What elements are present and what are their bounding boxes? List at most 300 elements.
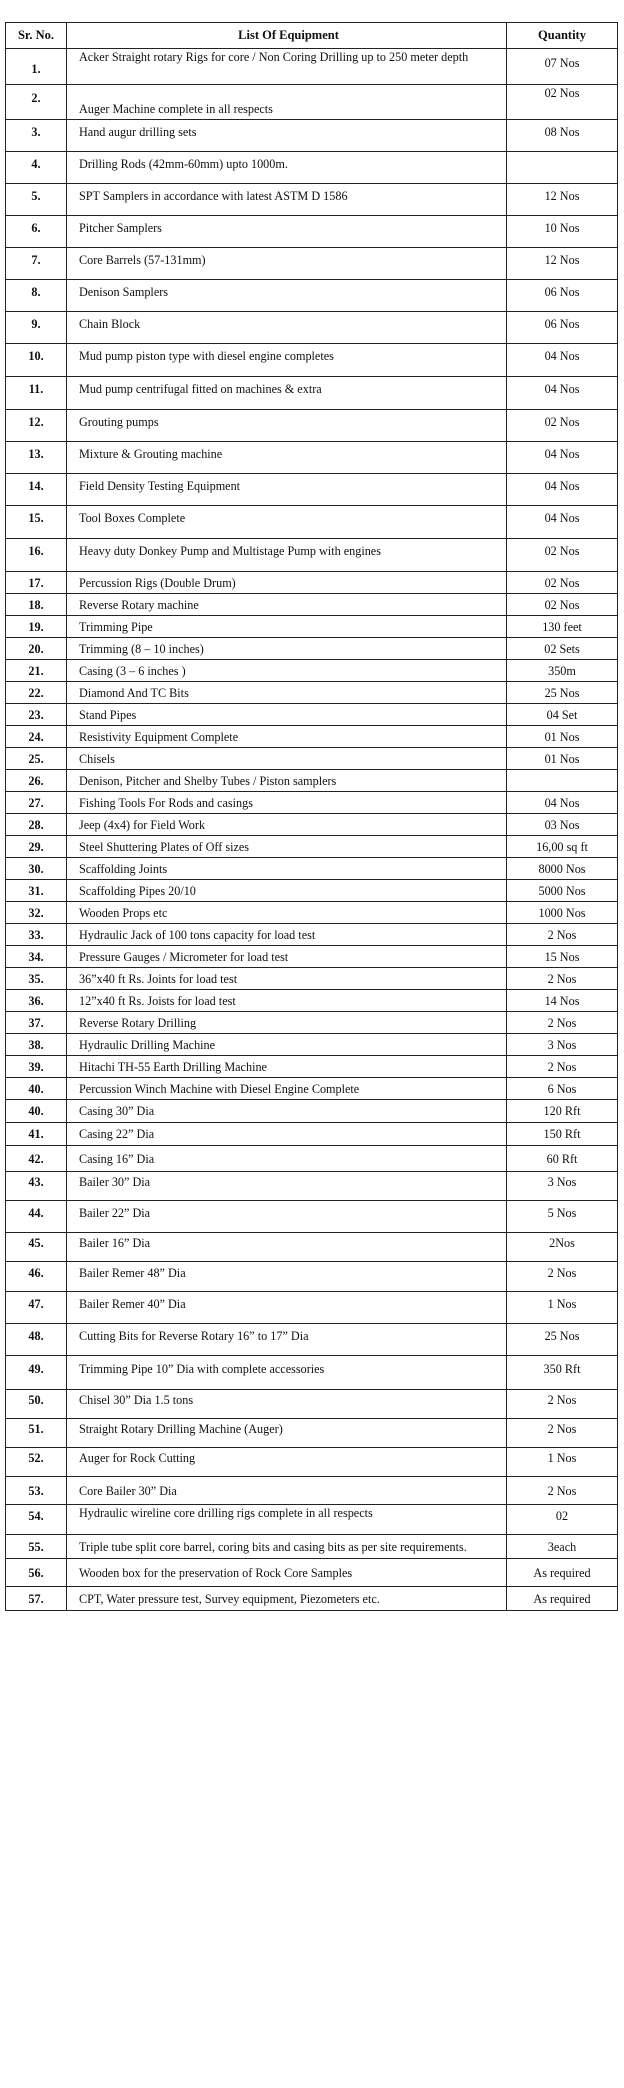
row-quantity-text: 2Nos <box>549 1236 575 1250</box>
table-row <box>5 1122 618 1145</box>
row-equipment <box>66 1389 506 1418</box>
table-row <box>5 571 618 593</box>
row-equipment <box>66 1586 506 1610</box>
row-equipment-text: Diamond And TC Bits <box>79 686 189 700</box>
row-quantity <box>506 1232 618 1261</box>
row-equipment <box>66 989 506 1011</box>
row-sr-no <box>5 1232 66 1261</box>
row-sr-no-text: 44. <box>28 1206 44 1220</box>
row-equipment <box>66 1055 506 1077</box>
row-sr-no-text: 4. <box>31 157 41 171</box>
row-sr-no <box>5 989 66 1011</box>
row-sr-no-text: 28. <box>28 818 44 832</box>
row-quantity-text: 2 Nos <box>547 928 577 942</box>
row-sr-no-text: 3. <box>31 125 41 139</box>
row-equipment <box>66 923 506 945</box>
header-equipment <box>66 22 506 48</box>
row-sr-no <box>5 879 66 901</box>
row-sr-no <box>5 1145 66 1171</box>
row-sr-no <box>5 857 66 879</box>
row-equipment <box>66 659 506 681</box>
row-sr-no-text: 15. <box>28 511 44 525</box>
row-quantity <box>506 1171 618 1200</box>
row-equipment <box>66 1232 506 1261</box>
table-row <box>5 703 618 725</box>
table-row <box>5 1586 618 1610</box>
row-equipment <box>66 901 506 923</box>
table-row <box>5 659 618 681</box>
row-sr-no-text: 31. <box>28 884 44 898</box>
table-row <box>5 279 618 311</box>
row-quantity-text: 07 Nos <box>544 56 580 70</box>
row-sr-no-text: 39. <box>28 1060 44 1074</box>
row-equipment <box>66 1171 506 1200</box>
row-sr-no <box>5 1055 66 1077</box>
table-row <box>5 48 618 84</box>
table-row <box>5 1323 618 1355</box>
row-quantity-text: 8000 Nos <box>538 862 586 876</box>
row-equipment <box>66 1011 506 1033</box>
row-sr-no <box>5 1099 66 1122</box>
row-sr-no-text: 42. <box>28 1152 44 1166</box>
row-quantity <box>506 945 618 967</box>
row-equipment <box>66 1418 506 1447</box>
row-quantity <box>506 1323 618 1355</box>
row-equipment-text: Scaffolding Pipes 20/10 <box>79 884 196 898</box>
row-equipment-text: Mixture & Grouting machine <box>79 447 223 461</box>
row-sr-no <box>5 637 66 659</box>
row-sr-no-text: 40. <box>28 1104 44 1118</box>
row-quantity <box>506 1291 618 1323</box>
table-row <box>5 901 618 923</box>
table-row <box>5 376 618 409</box>
row-quantity <box>506 247 618 279</box>
row-quantity <box>506 1145 618 1171</box>
table-row <box>5 84 618 119</box>
row-sr-no-text: 7. <box>31 253 41 267</box>
row-equipment-text: Resistivity Equipment Complete <box>79 730 239 744</box>
row-equipment <box>66 725 506 747</box>
row-equipment <box>66 1261 506 1291</box>
row-sr-no-text: 9. <box>31 317 41 331</box>
row-equipment-text: Straight Rotary Drilling Machine (Auger) <box>79 1422 283 1436</box>
row-equipment <box>66 409 506 441</box>
table-row <box>5 1099 618 1122</box>
row-equipment <box>66 681 506 703</box>
table-row <box>5 769 618 791</box>
table-row <box>5 637 618 659</box>
row-sr-no <box>5 119 66 151</box>
row-quantity <box>506 813 618 835</box>
table-row <box>5 505 618 538</box>
row-sr-no-text: 38. <box>28 1038 44 1052</box>
row-sr-no <box>5 1200 66 1232</box>
row-equipment <box>66 183 506 215</box>
row-sr-no-text: 20. <box>28 642 44 656</box>
row-sr-no <box>5 151 66 183</box>
row-equipment-text: Triple tube split core barrel, coring bits and casing bits as per site requirements. <box>79 1540 467 1554</box>
table-row <box>5 857 618 879</box>
row-quantity <box>506 747 618 769</box>
row-quantity-text: 02 Sets <box>544 642 580 656</box>
row-quantity <box>506 923 618 945</box>
row-quantity-text: 2 Nos <box>547 1393 577 1407</box>
row-equipment-text: Auger for Rock Cutting <box>79 1451 196 1465</box>
row-sr-no-text: 43. <box>28 1175 44 1189</box>
row-sr-no <box>5 791 66 813</box>
row-quantity <box>506 1389 618 1418</box>
row-equipment <box>66 835 506 857</box>
row-equipment-text: Bailer 22” Dia <box>79 1206 151 1220</box>
row-equipment-text: Wooden Props etc <box>79 906 168 920</box>
row-sr-no-text: 12. <box>28 415 44 429</box>
row-quantity <box>506 1011 618 1033</box>
row-quantity <box>506 1558 618 1586</box>
row-quantity <box>506 1261 618 1291</box>
row-quantity-text: 2 Nos <box>547 1266 577 1280</box>
row-equipment <box>66 247 506 279</box>
row-equipment-text: Steel Shuttering Plates of Off sizes <box>79 840 250 854</box>
row-equipment-text: Reverse Rotary Drilling <box>79 1016 197 1030</box>
row-quantity-text: 06 Nos <box>544 317 580 331</box>
row-quantity <box>506 505 618 538</box>
row-sr-no <box>5 571 66 593</box>
row-equipment <box>66 441 506 473</box>
row-quantity <box>506 1077 618 1099</box>
row-equipment-text: Drilling Rods (42mm-60mm) upto 1000m. <box>79 157 288 171</box>
row-sr-no-text: 5. <box>31 189 41 203</box>
row-sr-no-text: 2. <box>31 91 41 105</box>
row-equipment <box>66 571 506 593</box>
row-equipment-text: Hand augur drilling sets <box>79 125 197 139</box>
row-sr-no-text: 54. <box>28 1509 44 1523</box>
row-equipment-text: Hitachi TH-55 Earth Drilling Machine <box>79 1060 267 1074</box>
row-sr-no <box>5 48 66 84</box>
row-quantity <box>506 1200 618 1232</box>
row-sr-no <box>5 538 66 571</box>
row-equipment <box>66 637 506 659</box>
row-quantity <box>506 48 618 84</box>
table-row <box>5 409 618 441</box>
row-quantity <box>506 538 618 571</box>
row-quantity <box>506 1033 618 1055</box>
row-quantity-text: 14 Nos <box>544 994 580 1008</box>
row-equipment <box>66 279 506 311</box>
row-quantity <box>506 989 618 1011</box>
row-equipment <box>66 1099 506 1122</box>
row-sr-no <box>5 725 66 747</box>
row-quantity-text: 02 Nos <box>544 86 580 100</box>
row-equipment-text: Bailer Remer 40” Dia <box>79 1297 186 1311</box>
row-sr-no <box>5 279 66 311</box>
row-quantity-text: 2 Nos <box>547 1016 577 1030</box>
row-quantity-text: 2 Nos <box>547 1422 577 1436</box>
row-sr-no-text: 25. <box>28 752 44 766</box>
row-equipment-text: Heavy duty Donkey Pump and Multistage Pump with engines <box>79 544 381 558</box>
row-equipment <box>66 1145 506 1171</box>
row-equipment <box>66 1122 506 1145</box>
row-sr-no-text: 56. <box>28 1566 44 1580</box>
row-equipment <box>66 615 506 637</box>
row-quantity-text: As required <box>533 1592 591 1606</box>
row-quantity <box>506 409 618 441</box>
row-equipment <box>66 343 506 376</box>
row-quantity <box>506 1504 618 1534</box>
table-row <box>5 747 618 769</box>
row-equipment-text: Chisels <box>79 752 115 766</box>
row-sr-no-text: 16. <box>28 544 44 558</box>
row-quantity <box>506 1055 618 1077</box>
row-quantity-text: 150 Rft <box>543 1127 581 1141</box>
row-sr-no <box>5 1323 66 1355</box>
table-row <box>5 183 618 215</box>
row-equipment-text: 12”x40 ft Rs. Joists for load test <box>79 994 236 1008</box>
row-quantity-text: 350 Rft <box>543 1362 581 1376</box>
row-equipment-text: Casing 30” Dia <box>79 1104 155 1118</box>
row-sr-no-text: 45. <box>28 1236 44 1250</box>
row-equipment-text: Hydraulic Jack of 100 tons capacity for load test <box>79 928 316 942</box>
row-quantity <box>506 1099 618 1122</box>
row-quantity <box>506 637 618 659</box>
row-equipment-text: Scaffolding Joints <box>79 862 168 876</box>
row-quantity-text: 1 Nos <box>547 1451 577 1465</box>
row-quantity <box>506 1447 618 1476</box>
row-quantity-text: 3each <box>547 1540 577 1554</box>
row-sr-no <box>5 1558 66 1586</box>
row-sr-no-text: 36. <box>28 994 44 1008</box>
row-equipment-text: Chain Block <box>79 317 141 331</box>
row-sr-no <box>5 1077 66 1099</box>
row-equipment <box>66 151 506 183</box>
row-sr-no-text: 14. <box>28 479 44 493</box>
row-quantity-text: 12 Nos <box>544 189 580 203</box>
row-quantity-text: 2 Nos <box>547 1060 577 1074</box>
row-sr-no-text: 19. <box>28 620 44 634</box>
row-quantity <box>506 151 618 183</box>
table-row <box>5 1504 618 1534</box>
row-sr-no <box>5 1476 66 1504</box>
row-equipment-text: Tool Boxes Complete <box>79 511 186 525</box>
row-quantity-text: 3 Nos <box>547 1175 577 1189</box>
row-quantity-text: 04 Nos <box>544 511 580 525</box>
row-equipment <box>66 1447 506 1476</box>
row-quantity <box>506 1418 618 1447</box>
row-equipment-text: Percussion Winch Machine with Diesel Engine Complete <box>79 1082 360 1096</box>
row-quantity-text: 25 Nos <box>544 686 580 700</box>
row-sr-no <box>5 945 66 967</box>
row-quantity <box>506 183 618 215</box>
row-quantity <box>506 343 618 376</box>
row-quantity <box>506 279 618 311</box>
row-quantity-text: 1 Nos <box>547 1297 577 1311</box>
row-sr-no-text: 11. <box>28 382 44 396</box>
row-sr-no-text: 8. <box>31 285 41 299</box>
row-quantity-text: 04 Nos <box>544 349 580 363</box>
row-quantity-text: 15 Nos <box>544 950 580 964</box>
row-equipment <box>66 1033 506 1055</box>
row-equipment-text: Jeep (4x4) for Field Work <box>79 818 206 832</box>
table-row <box>5 1033 618 1055</box>
header-sr-no-text: Sr. No. <box>17 28 54 42</box>
table-row <box>5 681 618 703</box>
table-row <box>5 879 618 901</box>
table-row <box>5 1171 618 1200</box>
row-sr-no <box>5 1389 66 1418</box>
row-sr-no-text: 32. <box>28 906 44 920</box>
row-quantity-text: 5000 Nos <box>538 884 586 898</box>
row-quantity <box>506 769 618 791</box>
row-equipment <box>66 48 506 84</box>
row-sr-no-text: 17. <box>28 576 44 590</box>
row-sr-no-text: 35. <box>28 972 44 986</box>
row-quantity-text: 350m <box>548 664 576 678</box>
table-row <box>5 119 618 151</box>
row-equipment-text: Hydraulic wireline core drilling rigs complete in all respects <box>79 1506 373 1520</box>
row-quantity <box>506 473 618 505</box>
row-equipment <box>66 747 506 769</box>
row-sr-no-text: 6. <box>31 221 41 235</box>
row-quantity-text: 02 Nos <box>544 544 580 558</box>
table-bottom-border <box>5 1610 618 1611</box>
row-equipment <box>66 473 506 505</box>
row-sr-no <box>5 1504 66 1534</box>
row-quantity <box>506 901 618 923</box>
row-sr-no-text: 47. <box>28 1297 44 1311</box>
table-row <box>5 967 618 989</box>
row-quantity <box>506 593 618 615</box>
row-sr-no <box>5 376 66 409</box>
row-equipment-text: Trimming (8 – 10 inches) <box>79 642 204 656</box>
table-row <box>5 1232 618 1261</box>
row-quantity <box>506 681 618 703</box>
table-row <box>5 1476 618 1504</box>
row-equipment-text: Hydraulic Drilling Machine <box>79 1038 216 1052</box>
row-equipment <box>66 376 506 409</box>
row-equipment-text: Denison, Pitcher and Shelby Tubes / Piston samplers <box>79 774 337 788</box>
row-sr-no <box>5 215 66 247</box>
row-sr-no-text: 53. <box>28 1484 44 1498</box>
row-quantity-text: 12 Nos <box>544 253 580 267</box>
row-sr-no <box>5 409 66 441</box>
row-quantity-text: 02 Nos <box>544 576 580 590</box>
row-equipment <box>66 769 506 791</box>
table-row <box>5 1558 618 1586</box>
row-sr-no <box>5 1586 66 1610</box>
table-row <box>5 343 618 376</box>
row-equipment-text: Percussion Rigs (Double Drum) <box>79 576 236 590</box>
row-equipment-text: Bailer 30” Dia <box>79 1175 151 1189</box>
table-row <box>5 1261 618 1291</box>
row-sr-no <box>5 1291 66 1323</box>
row-equipment-text: Fishing Tools For Rods and casings <box>79 796 253 810</box>
row-equipment-text: Core Barrels (57-131mm) <box>79 253 206 267</box>
row-equipment <box>66 1291 506 1323</box>
table-row <box>5 151 618 183</box>
row-equipment-text: Auger Machine complete in all respects <box>79 102 273 116</box>
table-row <box>5 1534 618 1558</box>
table-row <box>5 615 618 637</box>
row-sr-no-text: 49. <box>28 1362 44 1376</box>
row-sr-no <box>5 84 66 119</box>
table-row <box>5 215 618 247</box>
row-sr-no <box>5 703 66 725</box>
row-sr-no-text: 51. <box>28 1422 44 1436</box>
row-sr-no-text: 13. <box>28 447 44 461</box>
row-equipment <box>66 538 506 571</box>
table-row <box>5 1447 618 1476</box>
row-equipment <box>66 1200 506 1232</box>
table-row <box>5 989 618 1011</box>
row-equipment-text: Casing 22” Dia <box>79 1127 155 1141</box>
row-sr-no <box>5 1534 66 1558</box>
header-equipment-text: List Of Equipment <box>238 28 339 42</box>
row-quantity-text: 03 Nos <box>544 818 580 832</box>
row-equipment <box>66 945 506 967</box>
row-quantity <box>506 119 618 151</box>
row-sr-no-text: 34. <box>28 950 44 964</box>
row-equipment-text: Casing (3 – 6 inches ) <box>79 664 186 678</box>
row-sr-no-text: 57. <box>28 1592 44 1606</box>
row-quantity <box>506 615 618 637</box>
row-sr-no-text: 18. <box>28 598 44 612</box>
row-sr-no-text: 27. <box>28 796 44 810</box>
row-equipment-text: Bailer Remer 48” Dia <box>79 1266 186 1280</box>
row-sr-no-text: 1. <box>31 62 41 76</box>
row-sr-no-text: 41. <box>28 1127 44 1141</box>
row-quantity <box>506 441 618 473</box>
row-equipment <box>66 1355 506 1389</box>
row-sr-no <box>5 967 66 989</box>
row-equipment-text: Mud pump centrifugal fitted on machines & extra <box>79 382 322 396</box>
row-quantity-text: 60 Rft <box>546 1152 578 1166</box>
row-quantity-text: 130 feet <box>542 620 582 634</box>
row-equipment-text: Reverse Rotary machine <box>79 598 199 612</box>
row-equipment-text: Grouting pumps <box>79 415 159 429</box>
row-quantity <box>506 1586 618 1610</box>
row-sr-no <box>5 343 66 376</box>
row-sr-no <box>5 769 66 791</box>
row-quantity <box>506 879 618 901</box>
row-equipment-text: Chisel 30” Dia 1.5 tons <box>79 1393 194 1407</box>
row-equipment-text: Wooden box for the preservation of Rock Core Samples <box>79 1566 353 1580</box>
table-row <box>5 247 618 279</box>
row-quantity <box>506 857 618 879</box>
row-sr-no-text: 30. <box>28 862 44 876</box>
row-quantity-text: 04 Nos <box>544 796 580 810</box>
table-row <box>5 1077 618 1099</box>
row-sr-no-text: 40. <box>28 1082 44 1096</box>
row-quantity-text: 02 Nos <box>544 598 580 612</box>
table-row <box>5 835 618 857</box>
row-equipment-text: Core Bailer 30” Dia <box>79 1484 177 1498</box>
row-equipment-text: Trimming Pipe <box>79 620 153 634</box>
row-quantity-text: 04 Nos <box>544 479 580 493</box>
row-sr-no <box>5 923 66 945</box>
row-equipment-text: Mud pump piston type with diesel engine completes <box>79 349 334 363</box>
row-equipment <box>66 119 506 151</box>
row-sr-no-text: 50. <box>28 1393 44 1407</box>
row-quantity-text: 120 Rft <box>543 1104 581 1118</box>
row-equipment-text: Pitcher Samplers <box>79 221 162 235</box>
row-quantity <box>506 571 618 593</box>
row-equipment-text: Denison Samplers <box>79 285 169 299</box>
table-row <box>5 945 618 967</box>
row-quantity-text: 08 Nos <box>544 125 580 139</box>
row-quantity-text: As required <box>533 1566 591 1580</box>
header-quantity <box>506 22 618 48</box>
row-quantity-text: 25 Nos <box>544 1329 580 1343</box>
row-quantity <box>506 215 618 247</box>
